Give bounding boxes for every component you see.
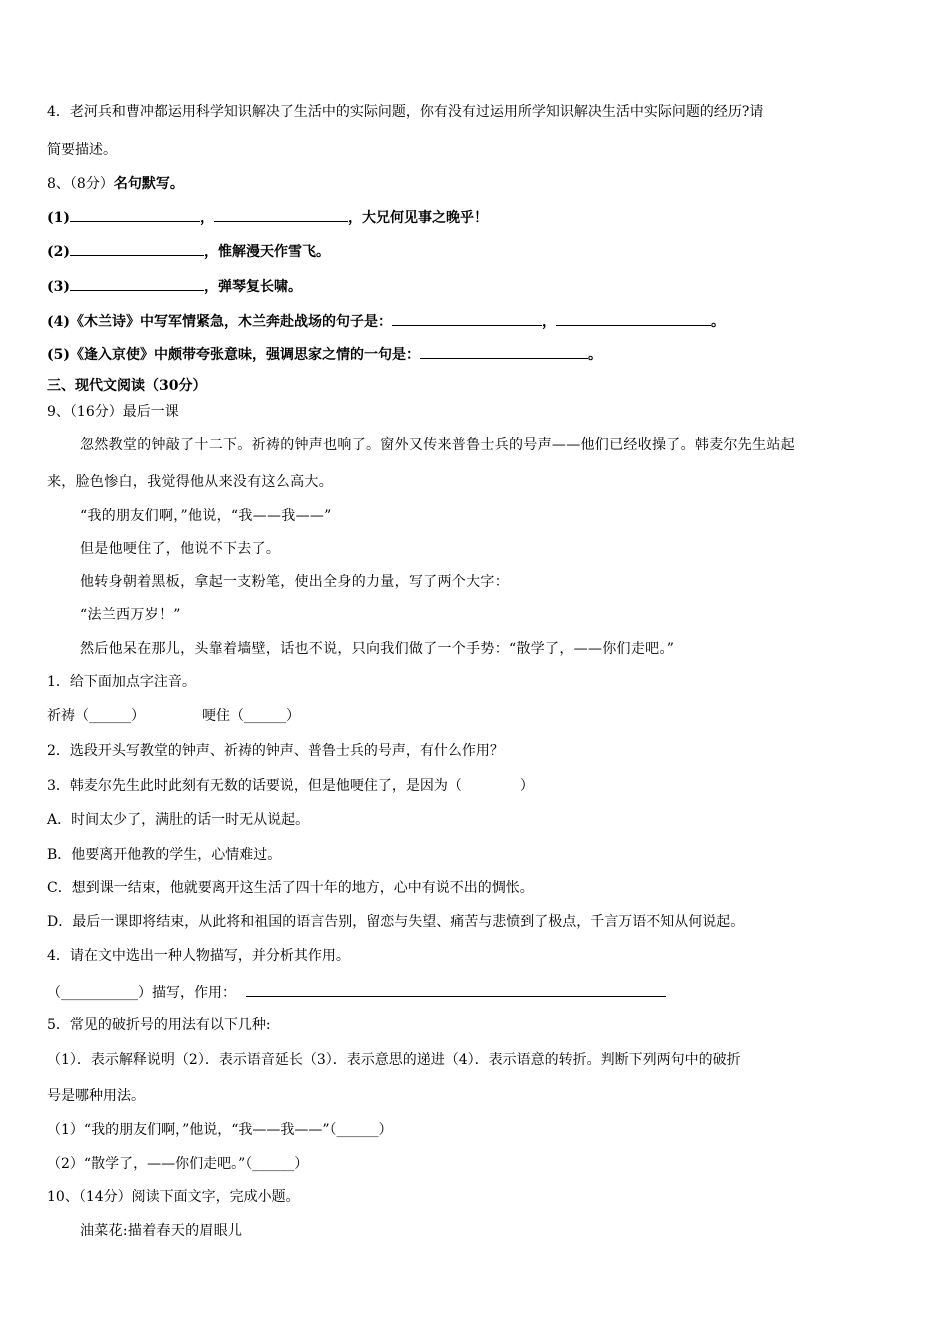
passage-line-5: 他转身朝着黑板，拿起一支粉笔，使出全身的力量，写了两个大字： <box>80 574 509 590</box>
q8-item-3-num: (3) <box>47 279 70 295</box>
answer-blank[interactable] <box>214 207 348 222</box>
q9-header: 9、（16分）最后一课 <box>47 404 179 420</box>
answer-blank[interactable] <box>70 207 200 222</box>
q8-item-4-text: (4)《木兰诗》中写军情紧急，木兰奔赴战场的句子是： <box>47 314 392 330</box>
q8-separator: ， <box>200 210 214 226</box>
q9-sub1-answer-line <box>47 706 300 726</box>
answer-blank[interactable] <box>392 311 542 326</box>
close-paren: ） <box>294 1156 309 1172</box>
q8-end: 。 <box>588 347 602 363</box>
q9-sub4-mid: ）描写，作用： <box>138 985 236 1001</box>
q8-title: 名句默写。 <box>113 176 184 192</box>
q8-item-5 <box>47 344 602 365</box>
q8-item-3-tail: ，弹琴复长啸。 <box>204 279 302 295</box>
q8-item-1-num: (1) <box>47 210 70 226</box>
q9-sub5-question: 5．常见的破折号的用法有以下几种: <box>47 1017 271 1033</box>
passage-line-2: 来，脸色惨白，我觉得他从来没有这么高大。 <box>47 474 333 490</box>
q8-item-2-tail: ，惟解漫天作雪飞。 <box>204 244 330 260</box>
q8-end: 。 <box>711 314 725 330</box>
q9-sub4-question: 4．请在文中选出一种人物描写，并分析其作用。 <box>47 948 350 964</box>
q9-sub5-desc-line2: 号是哪种用法。 <box>47 1088 145 1104</box>
section-3-title: 三、现代文阅读（30分） <box>47 378 207 394</box>
close-paren: ） <box>519 778 534 794</box>
option-a: A．时间太少了，满肚的话一时无从说起。 <box>47 812 310 828</box>
passage-line-4: 但是他哽住了，他说不下去了。 <box>80 541 281 557</box>
q10-header: 10、（14分）阅读下面文字，完成小题。 <box>47 1189 300 1205</box>
q8-separator: ， <box>542 314 556 330</box>
q8-item-3 <box>47 276 302 297</box>
q9-sub5-item-1-text: （1）“我的朋友们啊，”他说，“我——我——”（ <box>47 1122 337 1138</box>
answer-blank[interactable] <box>70 241 204 256</box>
q8-item-2 <box>47 241 330 262</box>
passage-line-1: 忽然教堂的钟敲了十二下。祈祷的钟声也响了。窗外又传来普鲁士兵的号声——他们已经收操了。韩麦尔先生站起 <box>80 437 795 453</box>
answer-blank[interactable]: ___________ <box>61 985 138 1001</box>
answer-blank[interactable] <box>420 344 588 359</box>
q9-sub5-item-2 <box>47 1154 308 1174</box>
open-paren: （ <box>47 985 61 1001</box>
q8-item-2-num: (2) <box>47 244 70 260</box>
pinyin-word-1: 祈祷（ <box>47 708 89 724</box>
answer-blank[interactable] <box>70 276 204 291</box>
answer-blank[interactable]: ______ <box>336 1122 379 1138</box>
q8-item-5-text: (5)《逢入京使》中颇带夸张意味，强调思家之情的一句是： <box>47 347 420 363</box>
q9-sub5-item-2-text: （2）“散学了，——你们走吧。”（ <box>47 1156 253 1172</box>
q8-item-1-tail: ，大兄何见事之晚乎！ <box>348 210 488 226</box>
q9-sub3-question <box>47 776 534 796</box>
passage-line-6: “法兰西万岁！” <box>80 607 181 623</box>
answer-blank[interactable] <box>556 311 711 326</box>
close-paren: ） <box>131 708 145 724</box>
q4-text-line1: 4．老河兵和曹冲都运用科学知识解决了生活中的实际问题，你有没有过运用所学知识解决生活中实际问题的经历?请 <box>47 104 764 120</box>
pinyin-word-2: 哽住（ <box>202 708 244 724</box>
q4-text-line2: 简要描述。 <box>47 142 117 158</box>
option-c: C．想到课一结束，他就要离开这生活了四十年的地方，心中有说不出的惆怅。 <box>47 880 534 896</box>
q8-item-4 <box>47 311 725 332</box>
q8-header <box>47 174 184 194</box>
q9-sub4-answer-line <box>47 982 666 1003</box>
close-paren: ） <box>286 708 300 724</box>
answer-blank[interactable]: ______ <box>89 708 131 724</box>
passage-line-7: 然后他呆在那儿，头靠着墙壁，话也不说，只向我们做了一个手势：“散学了，——你们走吧。” <box>80 641 675 657</box>
q9-sub2-question: 2．选段开头写教堂的钟声、祈祷的钟声、普鲁士兵的号声，有什么作用？ <box>47 743 504 759</box>
q9-sub1-question: 1．给下面加点字注音。 <box>47 674 196 690</box>
q10-passage-title: 油菜花:描着春天的眉眼儿 <box>80 1223 243 1239</box>
q9-sub5-item-1 <box>47 1120 393 1140</box>
q8-number: 8、（8分） <box>47 176 114 192</box>
answer-blank[interactable]: ______ <box>244 708 286 724</box>
option-b: B．他要离开他教的学生，心情难过。 <box>47 847 282 863</box>
q9-sub3-text: 3．韩麦尔先生此时此刻有无数的话要说，但是他哽住了，是因为（ <box>47 778 462 794</box>
q8-item-1 <box>47 207 488 228</box>
answer-line[interactable] <box>246 982 666 997</box>
answer-blank[interactable]: ______ <box>252 1156 295 1172</box>
close-paren: ） <box>378 1122 393 1138</box>
passage-line-3: “我的朋友们啊，”他说，“我——我——” <box>80 508 332 524</box>
q9-sub5-desc-line1: （1）．表示解释说明（2）．表示语音延长（3）．表示意思的递进（4）．表示语意的转折。判断下列两句中的破折 <box>47 1052 741 1068</box>
option-d: D．最后一课即将结束，从此将和祖国的语言告别，留恋与失望、痛苦与悲愤到了极点，千言万语不知从何说起。 <box>47 914 745 930</box>
